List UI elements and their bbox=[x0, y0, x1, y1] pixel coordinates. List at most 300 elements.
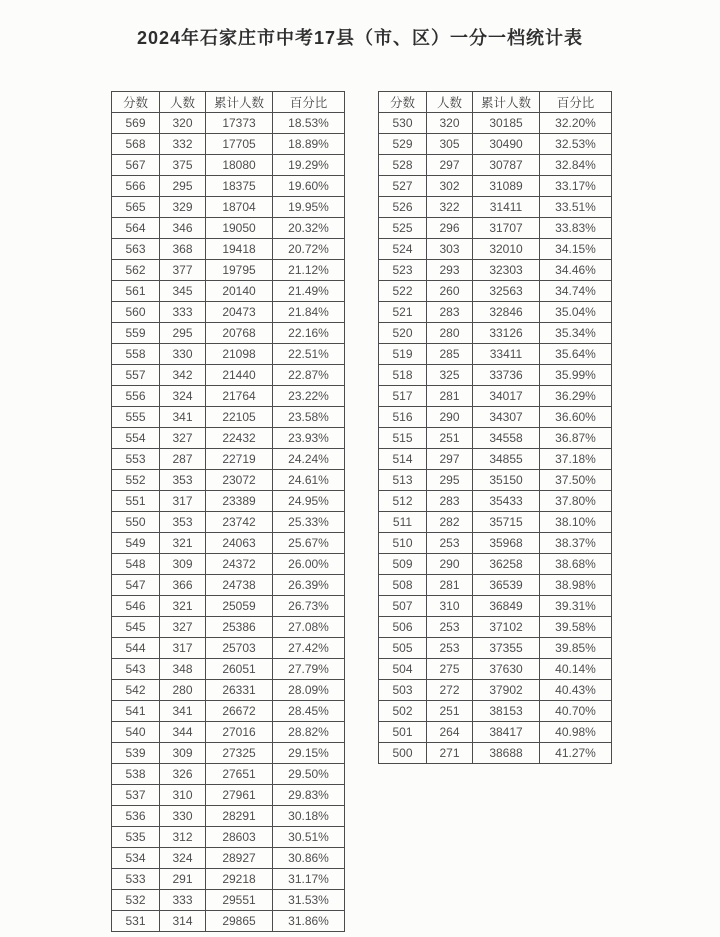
table-cell: 569 bbox=[112, 113, 160, 134]
table-row bbox=[112, 449, 345, 470]
table-cell: 22719 bbox=[206, 449, 273, 470]
table-cell: 312 bbox=[160, 827, 206, 848]
table-cell: 332 bbox=[160, 134, 206, 155]
table-cell: 543 bbox=[112, 659, 160, 680]
table-cell: 528 bbox=[379, 155, 427, 176]
table-cell: 330 bbox=[160, 806, 206, 827]
table-cell: 18704 bbox=[206, 197, 273, 218]
table-cell: 33.51% bbox=[540, 197, 612, 218]
column-header: 累计人数 bbox=[473, 92, 540, 113]
table-row bbox=[379, 680, 612, 701]
table-cell: 519 bbox=[379, 344, 427, 365]
table-cell: 29865 bbox=[206, 911, 273, 932]
table-cell: 503 bbox=[379, 680, 427, 701]
table-cell: 510 bbox=[379, 533, 427, 554]
table-cell: 509 bbox=[379, 554, 427, 575]
table-row bbox=[112, 197, 345, 218]
table-cell: 295 bbox=[427, 470, 473, 491]
table-cell: 548 bbox=[112, 554, 160, 575]
table-cell: 22105 bbox=[206, 407, 273, 428]
table-cell: 535 bbox=[112, 827, 160, 848]
table-cell: 28603 bbox=[206, 827, 273, 848]
table-row bbox=[112, 428, 345, 449]
table-row bbox=[112, 575, 345, 596]
table-cell: 34017 bbox=[473, 386, 540, 407]
table-cell: 35433 bbox=[473, 491, 540, 512]
table-cell: 35968 bbox=[473, 533, 540, 554]
table-cell: 22.16% bbox=[273, 323, 345, 344]
table-cell: 291 bbox=[160, 869, 206, 890]
table-cell: 344 bbox=[160, 722, 206, 743]
table-cell: 556 bbox=[112, 386, 160, 407]
table-row bbox=[112, 491, 345, 512]
table-cell: 324 bbox=[160, 848, 206, 869]
table-row bbox=[379, 344, 612, 365]
table-cell: 549 bbox=[112, 533, 160, 554]
table-cell: 36.29% bbox=[540, 386, 612, 407]
column-header: 分数 bbox=[112, 92, 160, 113]
table-cell: 272 bbox=[427, 680, 473, 701]
table-cell: 24738 bbox=[206, 575, 273, 596]
table-cell: 553 bbox=[112, 449, 160, 470]
table-cell: 32563 bbox=[473, 281, 540, 302]
table-cell: 23.93% bbox=[273, 428, 345, 449]
table-cell: 511 bbox=[379, 512, 427, 533]
table-cell: 19.95% bbox=[273, 197, 345, 218]
table-cell: 501 bbox=[379, 722, 427, 743]
table-row bbox=[379, 533, 612, 554]
table-cell: 34.46% bbox=[540, 260, 612, 281]
table-row bbox=[112, 470, 345, 491]
table-cell: 27.42% bbox=[273, 638, 345, 659]
table-cell: 18080 bbox=[206, 155, 273, 176]
table-cell: 39.58% bbox=[540, 617, 612, 638]
table-cell: 20140 bbox=[206, 281, 273, 302]
table-cell: 551 bbox=[112, 491, 160, 512]
table-cell: 502 bbox=[379, 701, 427, 722]
table-row bbox=[379, 176, 612, 197]
table-cell: 368 bbox=[160, 239, 206, 260]
table-cell: 353 bbox=[160, 512, 206, 533]
table-cell: 281 bbox=[427, 575, 473, 596]
table-row bbox=[379, 428, 612, 449]
table-cell: 562 bbox=[112, 260, 160, 281]
table-cell: 33411 bbox=[473, 344, 540, 365]
table-cell: 310 bbox=[160, 785, 206, 806]
table-cell: 37.50% bbox=[540, 470, 612, 491]
table-cell: 21098 bbox=[206, 344, 273, 365]
table-row bbox=[112, 323, 345, 344]
document-page bbox=[0, 27, 720, 928]
table-cell: 21.84% bbox=[273, 302, 345, 323]
table-row bbox=[112, 911, 345, 932]
table-row bbox=[112, 869, 345, 890]
table-cell: 36.60% bbox=[540, 407, 612, 428]
table-row bbox=[112, 260, 345, 281]
table-cell: 541 bbox=[112, 701, 160, 722]
table-cell: 25386 bbox=[206, 617, 273, 638]
table-row bbox=[379, 659, 612, 680]
table-cell: 348 bbox=[160, 659, 206, 680]
table-cell: 28.45% bbox=[273, 701, 345, 722]
table-cell: 28291 bbox=[206, 806, 273, 827]
table-cell: 23389 bbox=[206, 491, 273, 512]
table-cell: 505 bbox=[379, 638, 427, 659]
table-cell: 29551 bbox=[206, 890, 273, 911]
table-cell: 558 bbox=[112, 344, 160, 365]
table-cell: 29.50% bbox=[273, 764, 345, 785]
table-cell: 345 bbox=[160, 281, 206, 302]
table-cell: 29218 bbox=[206, 869, 273, 890]
table-row bbox=[379, 239, 612, 260]
table-cell: 293 bbox=[427, 260, 473, 281]
column-header: 人数 bbox=[160, 92, 206, 113]
table-cell: 309 bbox=[160, 554, 206, 575]
table-cell: 540 bbox=[112, 722, 160, 743]
table-cell: 19.60% bbox=[273, 176, 345, 197]
table-cell: 37902 bbox=[473, 680, 540, 701]
table-row bbox=[112, 764, 345, 785]
table-cell: 545 bbox=[112, 617, 160, 638]
table-cell: 275 bbox=[427, 659, 473, 680]
column-header: 百分比 bbox=[540, 92, 612, 113]
table-row bbox=[379, 743, 612, 764]
table-cell: 40.43% bbox=[540, 680, 612, 701]
table-cell: 38.10% bbox=[540, 512, 612, 533]
table-cell: 377 bbox=[160, 260, 206, 281]
column-header: 人数 bbox=[427, 92, 473, 113]
table-cell: 27325 bbox=[206, 743, 273, 764]
table-row bbox=[379, 281, 612, 302]
table-cell: 322 bbox=[427, 197, 473, 218]
table-cell: 512 bbox=[379, 491, 427, 512]
table-cell: 40.14% bbox=[540, 659, 612, 680]
table-cell: 552 bbox=[112, 470, 160, 491]
table-cell: 529 bbox=[379, 134, 427, 155]
table-cell: 30185 bbox=[473, 113, 540, 134]
table-cell: 31.86% bbox=[273, 911, 345, 932]
table-cell: 38.37% bbox=[540, 533, 612, 554]
table-cell: 25.67% bbox=[273, 533, 345, 554]
table-cell: 507 bbox=[379, 596, 427, 617]
table-cell: 32303 bbox=[473, 260, 540, 281]
table-row bbox=[112, 827, 345, 848]
table-cell: 260 bbox=[427, 281, 473, 302]
table-cell: 40.98% bbox=[540, 722, 612, 743]
table-cell: 36539 bbox=[473, 575, 540, 596]
table-row bbox=[112, 407, 345, 428]
table-cell: 283 bbox=[427, 302, 473, 323]
table-row bbox=[379, 197, 612, 218]
table-row bbox=[112, 680, 345, 701]
table-cell: 27.08% bbox=[273, 617, 345, 638]
table-cell: 281 bbox=[427, 386, 473, 407]
table-cell: 22.87% bbox=[273, 365, 345, 386]
table-row bbox=[112, 239, 345, 260]
table-cell: 20.32% bbox=[273, 218, 345, 239]
table-cell: 517 bbox=[379, 386, 427, 407]
table-cell: 20.72% bbox=[273, 239, 345, 260]
table-cell: 523 bbox=[379, 260, 427, 281]
table-cell: 555 bbox=[112, 407, 160, 428]
table-row bbox=[112, 512, 345, 533]
table-cell: 23.22% bbox=[273, 386, 345, 407]
table-cell: 566 bbox=[112, 176, 160, 197]
table-cell: 17705 bbox=[206, 134, 273, 155]
table-cell: 539 bbox=[112, 743, 160, 764]
table-cell: 282 bbox=[427, 512, 473, 533]
table-row bbox=[112, 785, 345, 806]
table-row bbox=[112, 848, 345, 869]
table-cell: 35.04% bbox=[540, 302, 612, 323]
table-cell: 320 bbox=[160, 113, 206, 134]
table-cell: 317 bbox=[160, 638, 206, 659]
table-row bbox=[112, 890, 345, 911]
table-row bbox=[112, 554, 345, 575]
table-cell: 326 bbox=[160, 764, 206, 785]
table-cell: 524 bbox=[379, 239, 427, 260]
table-cell: 561 bbox=[112, 281, 160, 302]
table-cell: 28927 bbox=[206, 848, 273, 869]
table-cell: 290 bbox=[427, 407, 473, 428]
table-cell: 19418 bbox=[206, 239, 273, 260]
table-row bbox=[379, 596, 612, 617]
table-cell: 23742 bbox=[206, 512, 273, 533]
table-cell: 521 bbox=[379, 302, 427, 323]
table-cell: 563 bbox=[112, 239, 160, 260]
table-row bbox=[379, 722, 612, 743]
table-cell: 26.39% bbox=[273, 575, 345, 596]
table-cell: 38.68% bbox=[540, 554, 612, 575]
table-cell: 26672 bbox=[206, 701, 273, 722]
table-row bbox=[112, 659, 345, 680]
tables-container bbox=[111, 91, 612, 932]
table-cell: 27016 bbox=[206, 722, 273, 743]
table-row bbox=[379, 365, 612, 386]
table-cell: 522 bbox=[379, 281, 427, 302]
table-row bbox=[379, 407, 612, 428]
table-row bbox=[379, 302, 612, 323]
table-cell: 27.79% bbox=[273, 659, 345, 680]
table-cell: 18.89% bbox=[273, 134, 345, 155]
table-row bbox=[112, 134, 345, 155]
table-row bbox=[379, 470, 612, 491]
table-cell: 506 bbox=[379, 617, 427, 638]
table-cell: 36.87% bbox=[540, 428, 612, 449]
table-cell: 317 bbox=[160, 491, 206, 512]
table-cell: 34307 bbox=[473, 407, 540, 428]
table-cell: 33.17% bbox=[540, 176, 612, 197]
table-row bbox=[112, 386, 345, 407]
table-cell: 31411 bbox=[473, 197, 540, 218]
table-cell: 330 bbox=[160, 344, 206, 365]
table-cell: 23072 bbox=[206, 470, 273, 491]
table-cell: 565 bbox=[112, 197, 160, 218]
table-cell: 537 bbox=[112, 785, 160, 806]
table-cell: 38688 bbox=[473, 743, 540, 764]
table-cell: 557 bbox=[112, 365, 160, 386]
table-cell: 534 bbox=[112, 848, 160, 869]
table-row bbox=[112, 302, 345, 323]
table-cell: 24.24% bbox=[273, 449, 345, 470]
page-title: 2024年石家庄市中考17县（市、区）一分一档统计表 bbox=[136, 28, 584, 48]
table-cell: 321 bbox=[160, 596, 206, 617]
table-cell: 30.51% bbox=[273, 827, 345, 848]
table-row bbox=[379, 617, 612, 638]
table-cell: 36258 bbox=[473, 554, 540, 575]
table-cell: 329 bbox=[160, 197, 206, 218]
table-row bbox=[112, 176, 345, 197]
table-cell: 34855 bbox=[473, 449, 540, 470]
table-cell: 366 bbox=[160, 575, 206, 596]
table-row bbox=[379, 113, 612, 134]
column-header: 百分比 bbox=[273, 92, 345, 113]
table-cell: 38153 bbox=[473, 701, 540, 722]
table-cell: 251 bbox=[427, 701, 473, 722]
table-cell: 251 bbox=[427, 428, 473, 449]
table-cell: 568 bbox=[112, 134, 160, 155]
table-row bbox=[379, 491, 612, 512]
table-cell: 27651 bbox=[206, 764, 273, 785]
table-row bbox=[112, 155, 345, 176]
table-cell: 532 bbox=[112, 890, 160, 911]
table-cell: 546 bbox=[112, 596, 160, 617]
table-cell: 34.74% bbox=[540, 281, 612, 302]
table-cell: 520 bbox=[379, 323, 427, 344]
table-row bbox=[379, 638, 612, 659]
table-cell: 536 bbox=[112, 806, 160, 827]
table-cell: 39.85% bbox=[540, 638, 612, 659]
table-cell: 31089 bbox=[473, 176, 540, 197]
table-cell: 544 bbox=[112, 638, 160, 659]
table-cell: 26331 bbox=[206, 680, 273, 701]
table-row bbox=[379, 701, 612, 722]
table-cell: 33.83% bbox=[540, 218, 612, 239]
table-cell: 253 bbox=[427, 617, 473, 638]
table-cell: 33126 bbox=[473, 323, 540, 344]
table-cell: 526 bbox=[379, 197, 427, 218]
table-cell: 33736 bbox=[473, 365, 540, 386]
table-cell: 40.70% bbox=[540, 701, 612, 722]
table-cell: 20768 bbox=[206, 323, 273, 344]
table-cell: 25703 bbox=[206, 638, 273, 659]
table-cell: 37.18% bbox=[540, 449, 612, 470]
table-cell: 333 bbox=[160, 890, 206, 911]
table-row bbox=[112, 281, 345, 302]
table-cell: 518 bbox=[379, 365, 427, 386]
table-row bbox=[112, 638, 345, 659]
table-cell: 542 bbox=[112, 680, 160, 701]
table-cell: 32010 bbox=[473, 239, 540, 260]
table-cell: 31707 bbox=[473, 218, 540, 239]
table-row bbox=[112, 596, 345, 617]
table-row bbox=[379, 449, 612, 470]
table-cell: 24.95% bbox=[273, 491, 345, 512]
table-cell: 34558 bbox=[473, 428, 540, 449]
table-cell: 538 bbox=[112, 764, 160, 785]
table-cell: 35.64% bbox=[540, 344, 612, 365]
table-row bbox=[112, 344, 345, 365]
table-cell: 32.53% bbox=[540, 134, 612, 155]
table-cell: 32846 bbox=[473, 302, 540, 323]
table-cell: 21.12% bbox=[273, 260, 345, 281]
table-cell: 30.18% bbox=[273, 806, 345, 827]
table-row bbox=[379, 554, 612, 575]
table-cell: 504 bbox=[379, 659, 427, 680]
table-cell: 325 bbox=[427, 365, 473, 386]
table-row bbox=[112, 806, 345, 827]
table-cell: 41.27% bbox=[540, 743, 612, 764]
table-row bbox=[379, 512, 612, 533]
table-cell: 567 bbox=[112, 155, 160, 176]
table-cell: 30490 bbox=[473, 134, 540, 155]
score-table-right bbox=[378, 91, 612, 764]
table-row bbox=[112, 533, 345, 554]
table-cell: 314 bbox=[160, 911, 206, 932]
table-cell: 34.15% bbox=[540, 239, 612, 260]
table-row bbox=[379, 260, 612, 281]
table-cell: 37630 bbox=[473, 659, 540, 680]
table-row bbox=[379, 134, 612, 155]
table-row bbox=[379, 323, 612, 344]
table-cell: 554 bbox=[112, 428, 160, 449]
table-cell: 327 bbox=[160, 428, 206, 449]
table-cell: 516 bbox=[379, 407, 427, 428]
table-cell: 30787 bbox=[473, 155, 540, 176]
table-cell: 253 bbox=[427, 638, 473, 659]
table-cell: 508 bbox=[379, 575, 427, 596]
table-cell: 346 bbox=[160, 218, 206, 239]
table-cell: 280 bbox=[160, 680, 206, 701]
table-cell: 25.33% bbox=[273, 512, 345, 533]
table-cell: 22432 bbox=[206, 428, 273, 449]
table-cell: 18375 bbox=[206, 176, 273, 197]
table-cell: 35.99% bbox=[540, 365, 612, 386]
table-cell: 353 bbox=[160, 470, 206, 491]
table-cell: 533 bbox=[112, 869, 160, 890]
score-table-left bbox=[111, 91, 345, 932]
table-row bbox=[112, 218, 345, 239]
table-cell: 28.09% bbox=[273, 680, 345, 701]
table-cell: 26.00% bbox=[273, 554, 345, 575]
table-cell: 327 bbox=[160, 617, 206, 638]
table-cell: 320 bbox=[427, 113, 473, 134]
table-cell: 37.80% bbox=[540, 491, 612, 512]
table-cell: 35715 bbox=[473, 512, 540, 533]
table-row bbox=[112, 617, 345, 638]
table-cell: 321 bbox=[160, 533, 206, 554]
table-cell: 23.58% bbox=[273, 407, 345, 428]
table-cell: 18.53% bbox=[273, 113, 345, 134]
table-cell: 19795 bbox=[206, 260, 273, 281]
table-cell: 39.31% bbox=[540, 596, 612, 617]
table-cell: 341 bbox=[160, 407, 206, 428]
table-cell: 560 bbox=[112, 302, 160, 323]
table-cell: 24063 bbox=[206, 533, 273, 554]
table-cell: 38417 bbox=[473, 722, 540, 743]
table-cell: 333 bbox=[160, 302, 206, 323]
table-cell: 302 bbox=[427, 176, 473, 197]
table-cell: 37355 bbox=[473, 638, 540, 659]
table-cell: 35.34% bbox=[540, 323, 612, 344]
table-cell: 530 bbox=[379, 113, 427, 134]
table-cell: 19050 bbox=[206, 218, 273, 239]
column-header: 分数 bbox=[379, 92, 427, 113]
table-row bbox=[379, 386, 612, 407]
table-cell: 20473 bbox=[206, 302, 273, 323]
table-cell: 264 bbox=[427, 722, 473, 743]
table-cell: 559 bbox=[112, 323, 160, 344]
